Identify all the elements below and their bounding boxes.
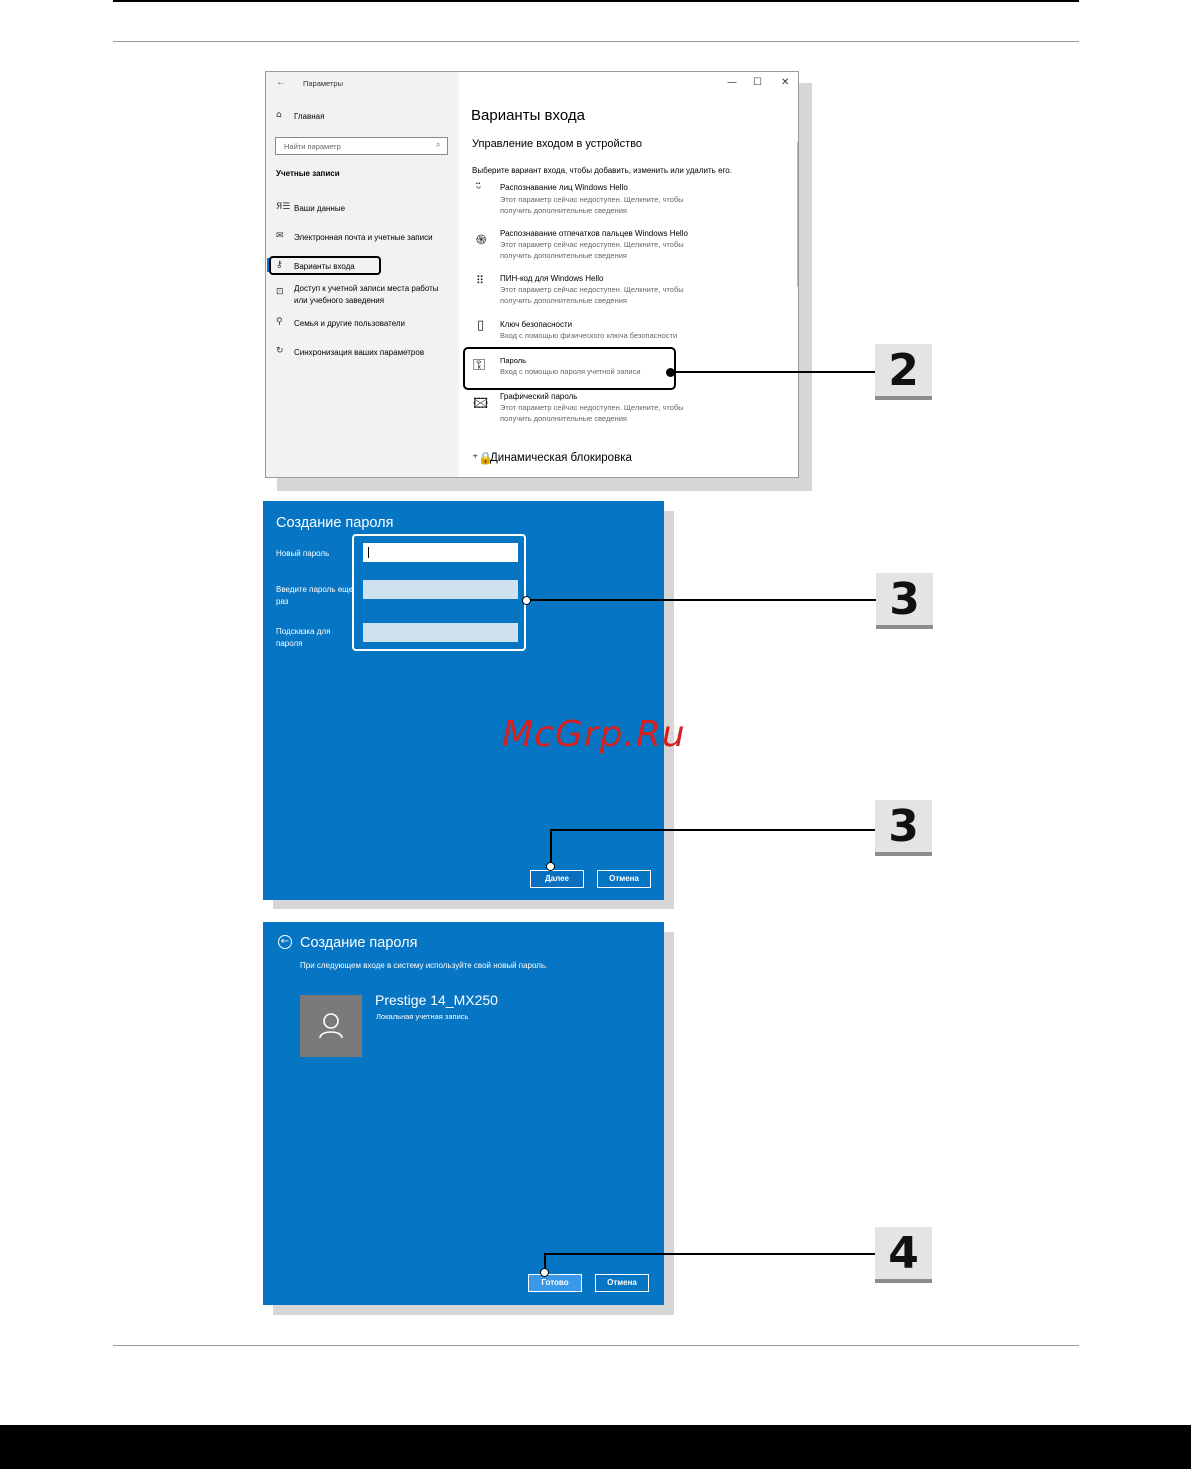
option-password-desc: Вход с помощью пароля учетной записи — [500, 367, 641, 376]
option-picture-password-desc-line1: Этот параметр сейчас недоступен. Щелкните, чтобы — [500, 403, 684, 412]
next-button[interactable]: Далее — [530, 870, 584, 888]
account-name: Prestige 14_MX250 — [375, 992, 498, 1008]
back-circle-icon[interactable]: ← — [278, 935, 292, 949]
back-arrow-icon[interactable]: ← — [276, 77, 286, 88]
sidebar-home[interactable]: Главная — [294, 112, 325, 121]
top-rule-thick — [113, 0, 1079, 2]
face-recognition-icon: ᵕ̈ — [476, 182, 482, 197]
cancel-button[interactable]: Отмена — [597, 870, 651, 888]
callout-3b-line-horizontal — [550, 829, 876, 831]
option-fingerprint-title[interactable]: Распознавание отпечатков пальцев Windows Hello — [500, 229, 688, 238]
account-type: Локальная учетная запись — [376, 1012, 469, 1021]
section-title: Управление входом в устройство — [472, 138, 643, 150]
search-placeholder: Найти параметр — [284, 142, 341, 151]
password-key-icon: ⚿ — [473, 355, 486, 374]
option-security-key-title[interactable]: Ключ безопасности — [500, 320, 573, 329]
search-icon: ⌕ — [436, 140, 441, 149]
avatar — [300, 995, 362, 1057]
email-icon: ✉ — [276, 231, 284, 241]
new-password-label: Новый пароль — [276, 549, 330, 558]
instruction-text: Выберите вариант входа, чтобы добавить, изменить или удалить его. — [472, 166, 732, 175]
option-pin-desc-line1: Этот параметр сейчас недоступен. Щелкните, чтобы — [500, 285, 684, 294]
sidebar-item-your-info[interactable]: Ваши данные — [294, 204, 346, 213]
sidebar-item-sign-in-options[interactable]: Варианты входа — [294, 262, 355, 271]
confirm-password-label-line2: раз — [276, 597, 289, 606]
option-password-title[interactable]: Пароль — [500, 356, 527, 365]
search-input[interactable] — [275, 137, 448, 155]
create-password-title: Создание пароля — [276, 515, 394, 531]
option-picture-password-title[interactable]: Графический пароль — [500, 392, 578, 401]
page-footer-band — [0, 1425, 1191, 1469]
confirm-dialog-message: При следующем входе в систему используйте свой новый пароль. — [300, 961, 548, 970]
callout-2-line — [670, 371, 877, 373]
option-picture-password-desc-line2: получить дополнительные сведения — [500, 414, 627, 423]
picture-password-icon: 🖾 — [473, 396, 489, 412]
key-icon: ⚷ — [276, 260, 283, 270]
sync-icon: ↻ — [276, 346, 284, 356]
user-icon — [300, 995, 362, 1057]
sidebar-item-work-access-line2[interactable]: или учебного заведения — [294, 296, 385, 305]
pin-keypad-icon: ⠿ — [476, 274, 485, 287]
confirm-password-label-line1: Введите пароль еще — [276, 585, 354, 594]
security-key-icon: ▯ — [477, 318, 485, 333]
sidebar-item-work-access-line1[interactable]: Доступ к учетной записи места работы — [294, 284, 439, 293]
briefcase-icon: ⊡ — [276, 287, 284, 297]
sidebar-item-family[interactable]: Семья и другие пользователи — [294, 319, 406, 328]
sidebar-item-sync[interactable]: Синхронизация ваших параметров — [294, 348, 425, 357]
option-security-key-desc: Вход с помощью физического ключа безопасности — [500, 331, 678, 340]
close-button[interactable]: ✕ — [781, 77, 790, 88]
page-title: Варианты входа — [471, 107, 585, 124]
option-face-title[interactable]: Распознавание лиц Windows Hello — [500, 183, 628, 192]
confirm-dialog — [263, 922, 664, 1305]
callout-4-line-horizontal — [544, 1253, 876, 1255]
option-face-desc-line1: Этот параметр сейчас недоступен. Щелкните, чтобы — [500, 195, 684, 204]
scrollbar[interactable] — [797, 142, 799, 287]
bottom-rule — [113, 1345, 1079, 1346]
confirm-dialog-title: Создание пароля — [300, 935, 418, 951]
option-face-desc-line2: получить дополнительные сведения — [500, 206, 627, 215]
home-icon: ⌂ — [276, 110, 282, 120]
callout-2: 2 — [875, 344, 932, 400]
callout-3-fields: 3 — [876, 573, 933, 629]
callout-3-next: 3 — [875, 800, 932, 856]
option-fingerprint-desc-line1: Этот параметр сейчас недоступен. Щелкните, чтобы — [500, 240, 684, 249]
callout-4-dot — [540, 1268, 549, 1277]
create-password-dialog — [263, 501, 664, 900]
sidebar-item-email[interactable]: Электронная почта и учетные записи — [294, 233, 433, 242]
option-pin-title[interactable]: ПИН-код для Windows Hello — [500, 274, 604, 283]
fingerprint-icon: ֍ — [476, 233, 487, 248]
dynamic-lock-title: Динамическая блокировка — [490, 452, 632, 464]
sidebar-section-header: Учетные записи — [276, 169, 340, 178]
callout-3b-line-vertical — [550, 829, 552, 866]
option-fingerprint-desc-line2: получить дополнительные сведения — [500, 251, 627, 260]
confirm-cancel-button[interactable]: Отмена — [595, 1274, 649, 1292]
settings-window — [265, 71, 799, 478]
password-hint-label-line1: Подсказка для — [276, 627, 331, 636]
minimize-button[interactable]: — — [727, 77, 737, 88]
family-icon: ⚲ — [276, 317, 283, 327]
maximize-button[interactable]: ☐ — [753, 77, 762, 88]
done-button[interactable]: Готово — [528, 1274, 582, 1292]
user-info-icon: Я☰ — [276, 202, 291, 212]
fields-highlight — [352, 534, 526, 651]
callout-3b-dot — [546, 862, 555, 871]
password-hint-label-line2: пароля — [276, 639, 303, 648]
callout-3a-line — [530, 599, 878, 601]
dynamic-lock-icon: ⁺🔒 — [472, 451, 494, 465]
option-pin-desc-line2: получить дополнительные сведения — [500, 296, 627, 305]
watermark: McGrp.Ru — [502, 714, 686, 755]
window-title: Параметры — [303, 79, 343, 88]
callout-4: 4 — [875, 1227, 932, 1283]
top-rule-thin — [113, 41, 1079, 42]
